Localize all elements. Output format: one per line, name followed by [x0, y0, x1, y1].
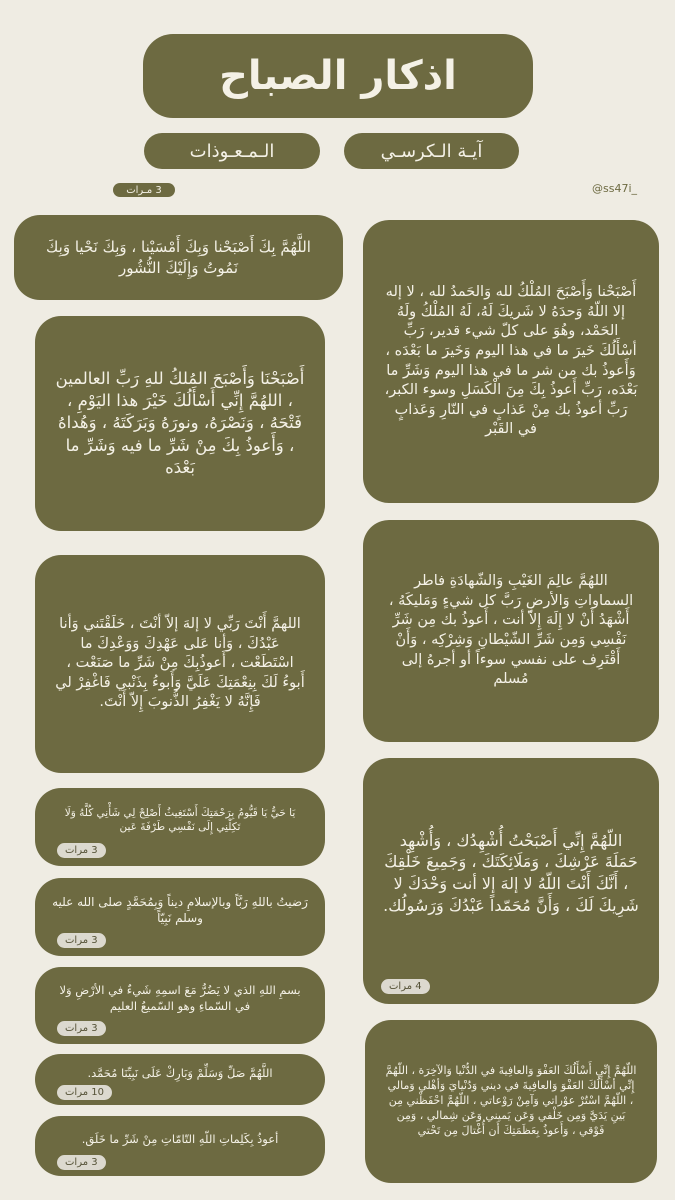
- count-badge: 3 مرات: [57, 1155, 106, 1171]
- author-handle: @ss47i_: [592, 182, 638, 195]
- dhikr-text: اللَّهُمَّ بِكَ أَصْبَحْنا وَبِكَ أَمْسَيْنا ، وَبِكَ نَحْيا وَبِكَ نَمُوتُ وَإِلَيْكَ النُّشُور: [46, 238, 311, 277]
- dhikr-card-12: [35, 1116, 325, 1176]
- dhikr-card-9: [35, 967, 325, 1044]
- top-count-badge-text: 3 مـرات: [126, 184, 162, 196]
- count-badge: 4 مرات: [381, 979, 430, 995]
- count-badge: 3 مرات: [57, 1021, 106, 1037]
- dhikr-text: يَا حَيُّ يَا قَيُّومُ بِرَحْمَتِكَ أَسْتَغِيثُ أَصْلِحْ لِي شَأْنِي كُلَّهُ وَلَا تَكِلْنِي إِلَى نَفْسِي طَرْفَةَ عَين: [64, 806, 296, 833]
- count-badge: 3 مرات: [57, 843, 106, 859]
- dhikr-card-11: [35, 1054, 325, 1105]
- dhikr-card-5: [35, 555, 325, 773]
- dhikr-text: اللّهُمَّ إِنِّي أَسْأَلُكَ العَفْوَ وَالعافِيةَ في الدُّنْيا وَالآخِرَة ، اللّهُمَّ إِنِّي أسْأَلُكَ العَفْوَ وَالعافِيةَ في ديني وَدُنْيايَ وَأهْلي وَمالي ، اللّهُمَّ اسْتُرْ عوْراتي وَآمِنْ رَوْعاتي ، اللّهُمَّ احْفَظْني مِن بَينِ يَدَيَّ وَمِن خَلْفي وَعَن يَميني وَعَن شِمالي ، وَمِن فَوْقي ، وَأَعوذُ بِعَظَمَتِكَ أَن أُغْتالَ مِن تَحْتي: [385, 1064, 637, 1137]
- tab-almuawwidhat-label: الـمـعـوذات: [189, 140, 275, 162]
- count-badge: 10 مرات: [57, 1085, 112, 1101]
- dhikr-card-10: [365, 1020, 657, 1183]
- count-badge: 3 مرات: [57, 933, 106, 949]
- tab-ayat-alkursi[interactable]: [344, 133, 519, 169]
- dhikr-text: اللهمَّ أَنْتَ رَبِّي لا إلهَ إلاّ أنْتَ ، خَلَقْتَني وَأنا عَبْدُكَ ، وَأنا عَلى عَهْدِكَ وَوَعْدِكَ ما اسْتَطَعْت ، أَعوذُبِكَ مِنْ شَرِّ ما صَنَعْت ، أَبوءُ لَكَ بِنِعْمَتِكَ عَلَيَّ وَأَبوءُ بِذَنْبي فَاغْفِرْ لي فَإِنَّهُ لا يَغْفِرُ الذُّنوبَ إِلاّ أَنْتَ.: [55, 616, 305, 711]
- dhikr-text: اللّهُمَّ إِنِّي أَصْبَحْتُ أُشْهِدُك ، وَأُشْهِد حَمَلَةَ عَرْشِكَ ، وَمَلَائِكَتَكَ ، وَجَمِيعَ خَلْقِكَ ، أَنَّكَ أَنْتَ اللّهُ لا إلهَ إلا أنت وَحْدَكَ لا شَرِيكَ لَكَ ، وَأَنَّ مُحَمّداً عَبْدُكَ وَرَسُولُك.: [383, 830, 639, 915]
- dhikr-card-6: [363, 758, 659, 1004]
- dhikr-text: اللهُمَّ عالِمَ الغَيْبِ وَالشّهادَةِ فاطر السماواتِ وَالأرضِ رَبَّ كل شيءٍ وَمَليكَهُ ، أَشْهَدُ أَنْ لا إِلَهَ إِلاّ أنت ، أَعوذُ بك مِن شَرِّ نَفْسِي وَمِن شَرِّ الشّيْطانِ وَشِرْكِه ، وَأَنْ أَقْتَرِف على نفسي سوءاً أو أجرهُ إلى مُسلم: [388, 573, 634, 688]
- dhikr-card-1: [14, 215, 343, 300]
- dhikr-card-4: [363, 520, 659, 742]
- page-title-text: اذكار الصباح: [219, 53, 457, 99]
- tab-ayat-alkursi-label: آيـة الـكرسـي: [380, 140, 483, 162]
- tab-almuawwidhat[interactable]: [144, 133, 320, 169]
- dhikr-text: أعوذُ بِكَلِماتِ اللّهِ التّامّاتِ مِنْ شَرِّ ما خَلَق.: [81, 1132, 279, 1147]
- dhikr-text: بسمِ اللهِ الذي لا يَضُرُّ مَعَ اسمِهِ شَيءٌ في الأرْضِ وَلا في السّماءِ وهو السّميعُ العليم: [59, 982, 301, 1013]
- dhikr-card-7: [35, 788, 325, 866]
- top-count-badge: [113, 183, 175, 197]
- page-title: [143, 34, 533, 118]
- dhikr-card-8: [35, 878, 325, 956]
- dhikr-card-2: [363, 220, 659, 503]
- dhikr-text: اللَّهُمَّ صَلِّ وَسَلِّمْ وَبَارِكْ عَلَى نَبِيِّنَا مُحَمَّد.: [87, 1065, 273, 1080]
- dhikr-text: رَضيتُ باللهِ رَبَّاً وبالإسلامِ ديناً وَبِمُحَمَّدٍ صلى الله عليه وسلم نَبِيّاً: [52, 894, 308, 925]
- dhikr-card-3: [35, 316, 325, 531]
- dhikr-text: أَصْبَحْنا وَأَصْبَحَ المُلْكُ لله وَالحَمدُ لله ، لا إله إلا اللّهُ وَحدَهُ لا شَريكَ لَهُ، لَهُ المُلْكُ ولَهُ الحَمْد، وهُوَ على كلّ شيء قدير، رَبِّ أسْأَلُكَ خَيرَ ما في هذا اليوم وَخَيرَ ما بَعْدَه ، وَأَعوذُ بك من شر ما في هذا اليوم وَشَرِّ ما بَعْدَه، رَبِّ أَعوذُ بِكَ مِنَ الْكَسَلِ وسوء الكبر، رَبِّ أعوذُ بك مِنْ عَذابٍ في النّارِ وَعَذابٍ في القَبْر: [384, 284, 638, 438]
- dhikr-text: أَصْبَحْنَا وَأَصْبَحَ المُلكُ للهِ رَبِّ العالمين ، اللهُمَّ إِنِّي أَسْأَلُكَ خَيْرَ هذا اليَوْمِ ، فَتْحَهُ ، وَنَصْرَهُ، ونورَهُ وَبَرَكَتَهُ ، وَهُداهُ ، وَأَعوذُ بِكَ مِنْ شَرِّ ما فيه وَشَرِّ ما بَعْدَه: [55, 368, 305, 477]
